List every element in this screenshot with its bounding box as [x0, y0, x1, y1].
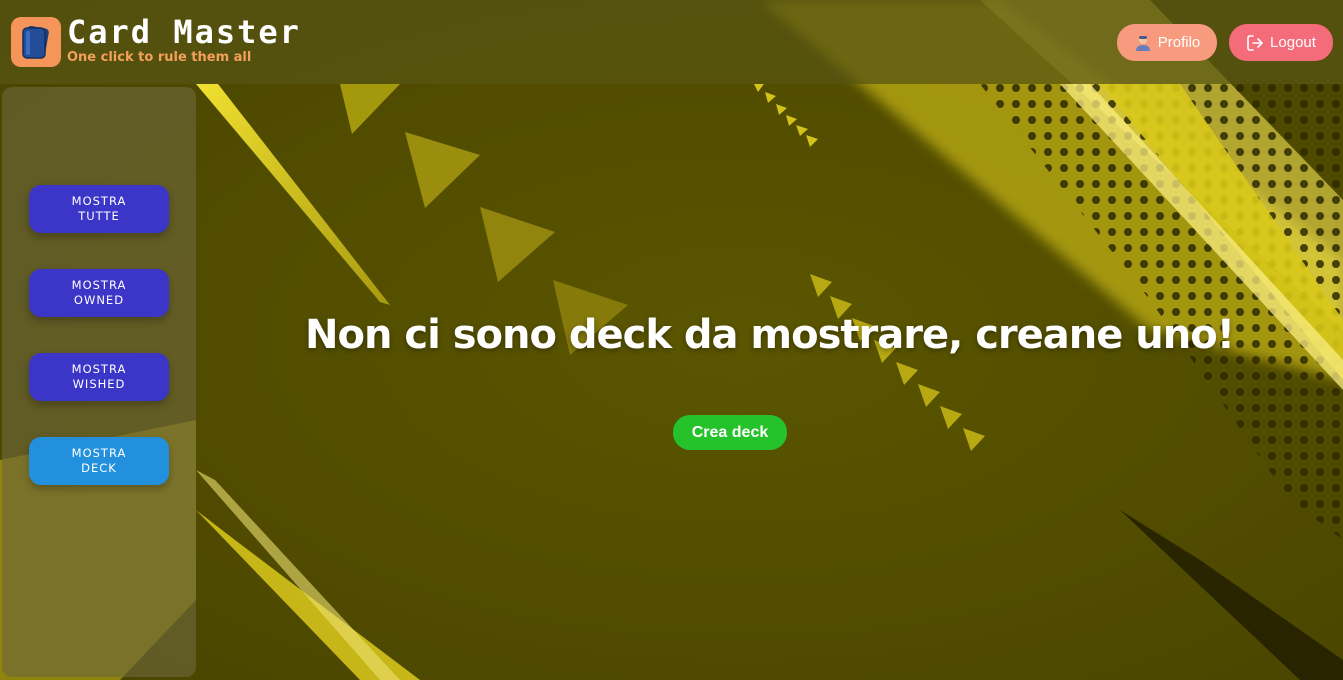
- user-avatar-icon: [1134, 34, 1152, 52]
- show-deck-line1: MOSTRA: [71, 446, 127, 460]
- show-owned-button[interactable]: [29, 269, 169, 317]
- show-all-button[interactable]: [29, 185, 169, 233]
- profile-button[interactable]: [1117, 24, 1217, 61]
- profile-button-label: Profilo: [1157, 34, 1201, 51]
- show-deck-button[interactable]: [29, 437, 169, 485]
- top-header: [0, 0, 1343, 84]
- show-owned-line1: MOSTRA: [71, 278, 127, 292]
- show-deck-line2: DECK: [81, 461, 117, 475]
- sidebar: [2, 87, 196, 677]
- show-wished-line1: MOSTRA: [71, 362, 127, 376]
- logout-button[interactable]: [1229, 24, 1333, 61]
- app-title: Card Master: [67, 13, 301, 51]
- show-owned-line2: OWNED: [73, 293, 125, 307]
- logout-button-label: Logout: [1270, 34, 1316, 51]
- empty-state-message: Non ci sono deck da mostrare, creane uno!: [305, 312, 1234, 358]
- logo[interactable]: [11, 17, 61, 67]
- card-deck-icon: [11, 17, 61, 67]
- show-all-line1: MOSTRA: [71, 194, 127, 208]
- show-all-line2: TUTTE: [78, 209, 120, 223]
- logout-icon: [1246, 34, 1264, 52]
- show-wished-button[interactable]: [29, 353, 169, 401]
- show-wished-line2: WISHED: [72, 377, 126, 391]
- app-tagline: One click to rule them all: [67, 50, 252, 65]
- create-deck-button[interactable]: Crea deck: [673, 415, 787, 450]
